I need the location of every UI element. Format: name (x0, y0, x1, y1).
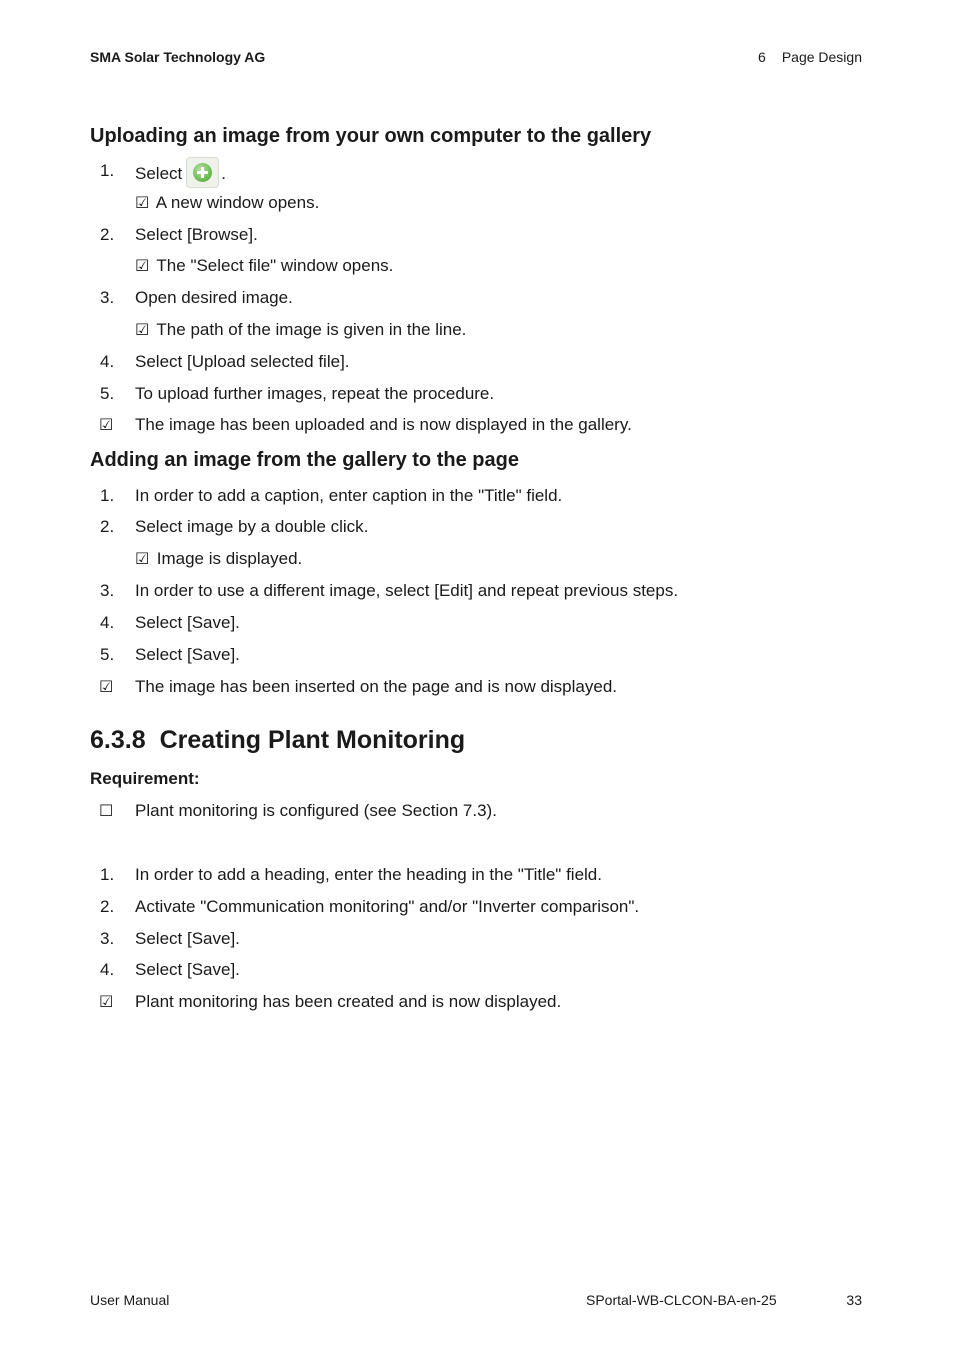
upload-final-result: ☑ The image has been uploaded and is now displayed in the gallery. (99, 415, 632, 434)
upload-step-4-text: Select [Upload selected file]. (135, 352, 350, 371)
chapter-title: Page Design (781, 49, 862, 65)
upload-step-1 (135, 161, 226, 188)
monitor-step-3-number: 3. (100, 929, 115, 948)
checked-box-icon: ☑ (135, 256, 150, 275)
upload-step-1-number: 1. (100, 161, 115, 180)
monitor-step-1-text: In order to add a heading, enter the heading in the "Title" field. (135, 865, 602, 884)
upload-step-5-text: To upload further images, repeat the procedure. (135, 384, 495, 403)
checked-box-icon: ☑ (99, 415, 114, 434)
upload-step-1-period: . (221, 163, 226, 183)
section-number: 6.3.8 (90, 726, 146, 754)
upload-step-3-text: Open desired image. (135, 288, 293, 307)
upload-step-2-number: 2. (100, 225, 115, 244)
monitor-step-2-text: Activate "Communication monitoring" and/or "Inverter comparison". (135, 897, 640, 916)
header-company: SMA Solar Technology AG (90, 49, 266, 65)
add-step-2-text: Select image by a double click. (135, 517, 369, 536)
section-title: Creating Plant Monitoring (159, 726, 466, 754)
section-heading (90, 726, 465, 755)
checked-box-icon: ☑ (135, 549, 150, 568)
upload-heading: Uploading an image from your own computer to the gallery (90, 125, 652, 147)
upload-step-1-text: Select (135, 163, 183, 183)
upload-step-5-number: 5. (100, 384, 115, 403)
add-step-3-number: 3. (100, 581, 115, 600)
add-step-2-number: 2. (100, 517, 115, 536)
checked-box-icon: ☑ (99, 677, 114, 696)
add-step-3-text: In order to use a different image, select [Edit] and repeat previous steps. (135, 581, 679, 600)
upload-step-2-text: Select [Browse]. (135, 225, 258, 244)
requirement-label: Requirement: (90, 769, 200, 788)
add-step-5-text: Select [Save]. (135, 645, 240, 664)
footer-doc-code: SPortal-WB-CLCON-BA-en-25 (586, 1292, 777, 1308)
chapter-number: 6 (758, 49, 766, 65)
unchecked-box-icon: ☐ (99, 801, 114, 820)
checked-box-icon: ☑ (135, 193, 150, 212)
monitor-step-1-number: 1. (100, 865, 115, 884)
upload-step-2-result: ☑ The "Select file" window opens. (135, 256, 394, 275)
upload-step-4-number: 4. (100, 352, 115, 371)
upload-step-1-result: ☑ A new window opens. (135, 193, 320, 212)
upload-step-3-number: 3. (100, 288, 115, 307)
monitor-step-2-number: 2. (100, 897, 115, 916)
add-step-2-result: ☑ Image is displayed. (135, 549, 303, 568)
monitor-step-4-number: 4. (100, 960, 115, 979)
monitor-step-4-text: Select [Save]. (135, 960, 240, 979)
upload-step-3-result: ☑ The path of the image is given in the line. (135, 320, 467, 339)
add-step-4-number: 4. (100, 613, 115, 632)
add-final-result: ☑ The image has been inserted on the page and is now displayed. (99, 677, 617, 696)
checked-box-icon: ☑ (135, 320, 150, 339)
header-chapter (758, 49, 862, 65)
requirement-item: ☐ Plant monitoring is configured (see Section 7.3). (99, 801, 497, 820)
add-step-1-number: 1. (100, 486, 115, 505)
checked-box-icon: ☑ (99, 992, 114, 1011)
footer-doc-type: User Manual (90, 1292, 170, 1308)
footer-page-number: 33 (846, 1292, 862, 1308)
monitor-final-result: ☑ Plant monitoring has been created and is now displayed. (99, 992, 562, 1011)
add-green-icon (186, 157, 219, 188)
add-step-4-text: Select [Save]. (135, 613, 240, 632)
add-step-1-text: In order to add a caption, enter caption in the "Title" field. (135, 486, 563, 505)
add-step-5-number: 5. (100, 645, 115, 664)
monitor-step-3-text: Select [Save]. (135, 929, 240, 948)
add-heading: Adding an image from the gallery to the page (90, 449, 519, 471)
